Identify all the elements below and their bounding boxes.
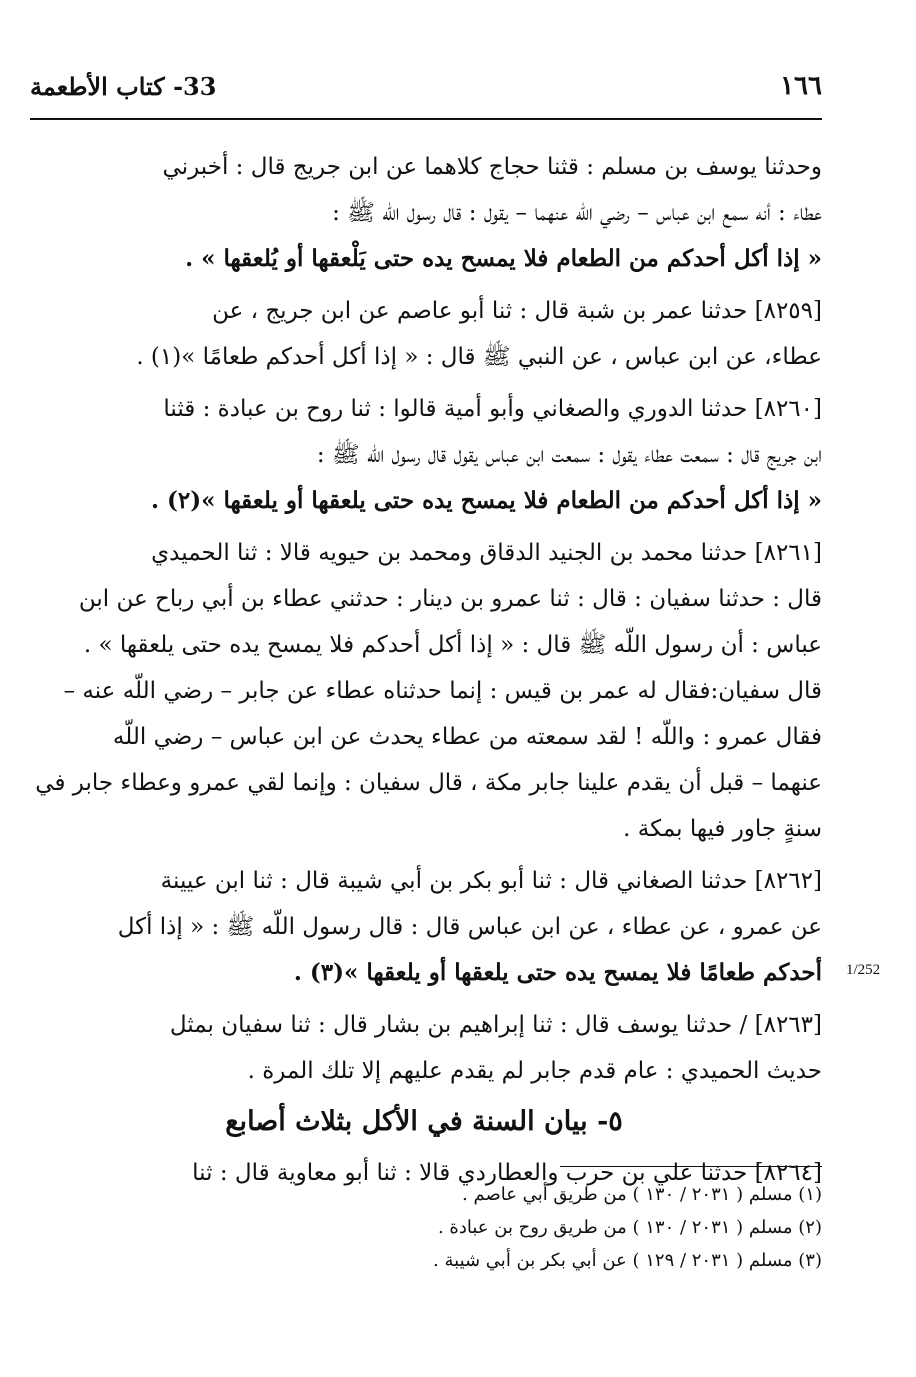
text-line: قال سفيان:فقال له عمر بن قيس : إنما حدثناه عطاء عن جابر – رضي اللّه عنه – [63,678,822,704]
text-line: عنهما – قبل أن يقدم علينا جابر مكة ، قال سفيان : وإنما لقي عمرو وعطاء جابر في [35,770,822,796]
hadith-8261-line: [٨٢٦١] حدثنا محمد بن الجنيد الدقاق ومحمد بن حيويه قالا : ثنا الحميدي [151,540,822,566]
footnote: (١) مسلم ( ٢٠٣١ / ١٣٠ ) من طريق أبي عاصم . [462,1184,822,1205]
footnote: (٣) مسلم ( ٢٠٣١ / ١٢٩ ) عن أبي بكر بن أبي شيبة . [433,1250,822,1271]
hadith-8264-line: [٨٢٦٤] حدثنا علي بن حرب والعطاردي قالا : ثنا أبو معاوية قال : ثنا [192,1160,822,1186]
text-line: ابن جريج قال : سمعت عطاء يقول : سمعت ابن عباس يقول قال رسول اللّه ﷺ : [316,442,822,468]
main-text [26,144,822,1196]
text-line: سنةٍ جاور فيها بمكة . [623,816,822,842]
hadith-8260-line: [٨٢٦٠] حدثنا الدوري والصغاني وأبو أمية قالوا : ثنا روح بن عبادة : قثنا [163,396,822,422]
text-line: قال : حدثنا سفيان : قال : ثنا عمرو بن دينار : حدثني عطاء بن أبي رباح عن ابن [78,586,822,612]
section-heading: ٥- بيان السنة في الأكل بثلاث أصابع [225,1106,623,1137]
text-line: فقال عمرو : واللّه ! لقد سمعته من عطاء يحدث عن ابن عباس – رضي اللّه [112,724,822,750]
hadith-8262-line: [٨٢٦٢] حدثنا الصغاني قال : ثنا أبو بكر بن أبي شيبة قال : ثنا ابن عيينة [160,868,822,894]
text-line: « إذا أكل أحدكم من الطعام فلا يمسح يده حتى يلعقها أو يلعقها »(٢) . [151,487,822,514]
margin-note: 1/252 [846,962,881,978]
text-line: عطاء، عن ابن عباس ، عن النبي ﷺ قال : « إذا أكل أحدكم طعامًا »(١) . [136,344,822,370]
hadith-8263-line: [٨٢٦٣] / حدثنا يوسف قال : ثنا إبراهيم بن بشار قال : ثنا سفيان بمثل [169,1012,822,1038]
text-line: حديث الحميدي : عام قدم جابر لم يقدم عليهم إلا تلك المرة . [247,1058,822,1084]
hadith-8259-line: [٨٢٥٩] حدثنا عمر بن شبة قال : ثنا أبو عاصم عن ابن جريج ، عن [212,298,822,324]
footnotes [300,1178,822,1277]
page-number: ١٦٦ [780,71,822,101]
text-line: أحدكم طعامًا فلا يمسح يده حتى يلعقها أو يلعقها »(٣) . [293,959,822,986]
text-line: عطاء : أنه سمع ابن عباس – رضي اللّه عنهما – يقول : قال رسول اللّه ﷺ : [332,200,822,226]
text-line: عباس : أن رسول اللّه ﷺ قال : « إذا أكل أحدكم فلا يمسح يده حتى يلعقها » . [83,632,822,658]
chapter-title: 33- كتاب الأطعمة [30,71,217,101]
page-header [30,66,822,106]
footnote-rule [560,1166,822,1167]
footnote: (٢) مسلم ( ٢٠٣١ / ١٣٠ ) من طريق روح بن عبادة . [437,1217,822,1238]
text-line: « إذا أكل أحدكم من الطعام فلا يمسح يده حتى يَلْعقها أو يُلعقها » . [185,245,822,272]
header-rule [30,118,822,120]
text-line: عن عمرو ، عن عطاء ، عن ابن عباس قال : قال رسول اللّه ﷺ : « إذا أكل [117,914,822,940]
text-line: وحدثنا يوسف بن مسلم : قثنا حجاج كلاهما عن ابن جريج قال : أخبرني [162,154,822,180]
